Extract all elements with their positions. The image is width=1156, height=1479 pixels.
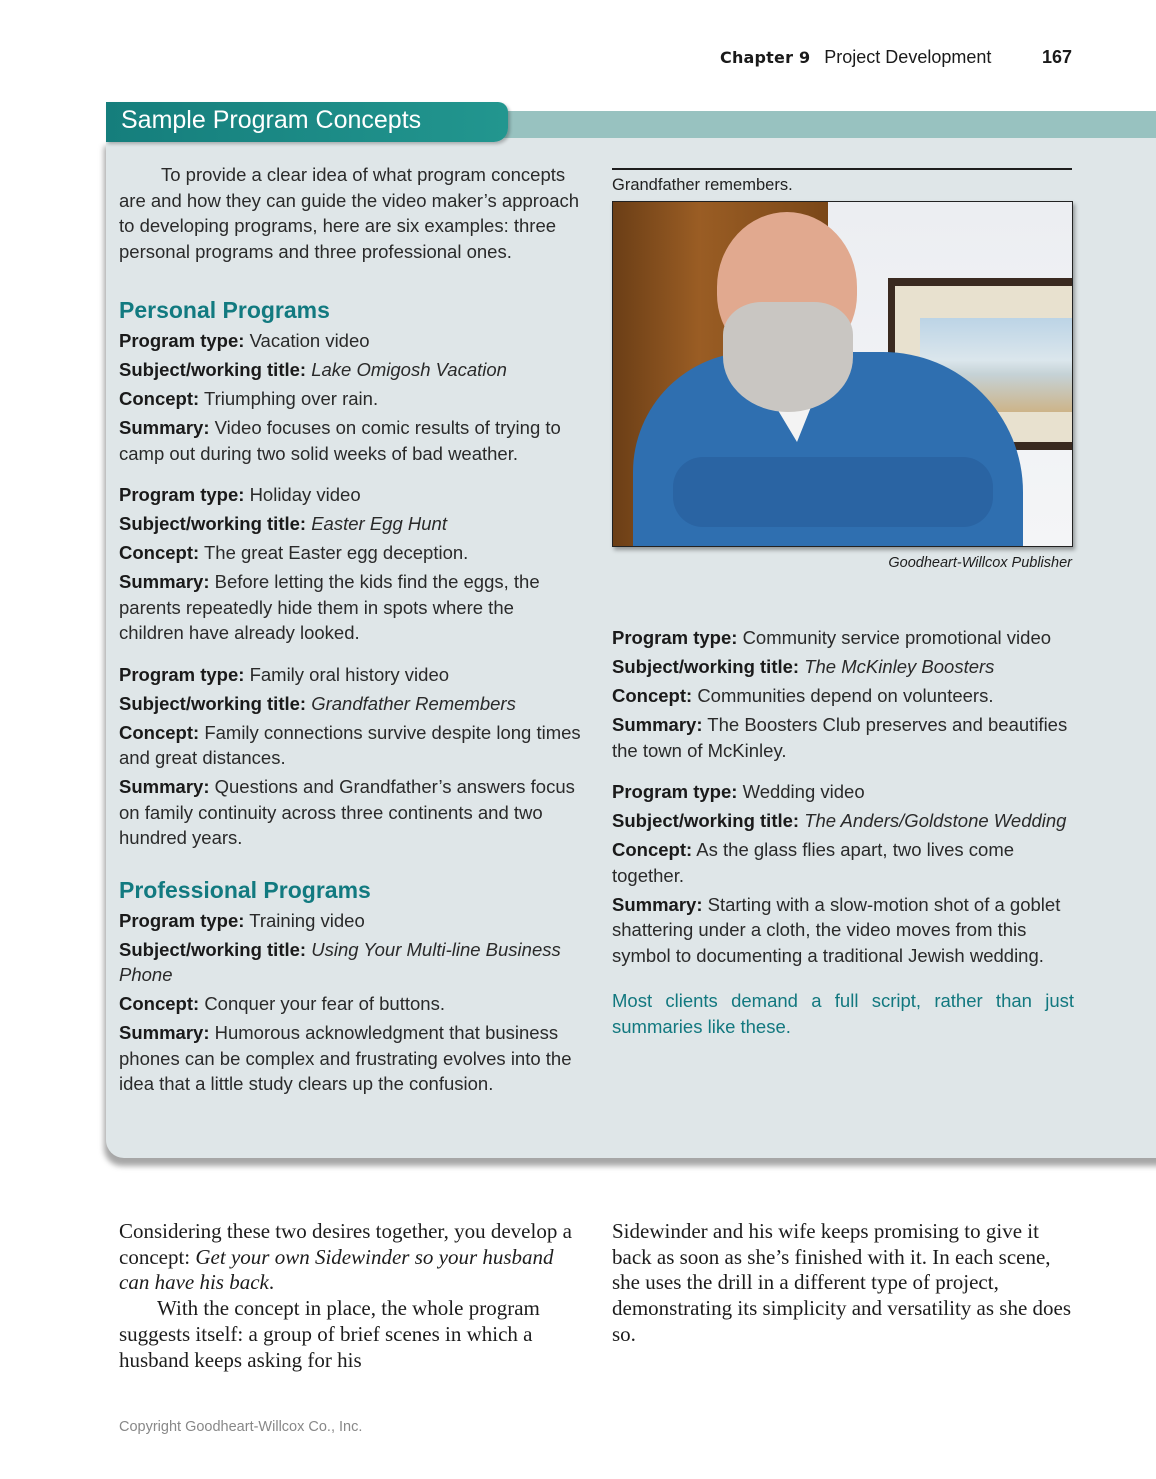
concept-entry-oral-history xyxy=(119,662,581,851)
personal-programs-heading: Personal Programs xyxy=(119,297,330,323)
label: Summary: xyxy=(119,776,210,797)
feature-box-title: Sample Program Concepts xyxy=(106,102,508,142)
running-head xyxy=(720,47,1072,68)
program-type: Holiday video xyxy=(249,484,361,505)
label: Program type: xyxy=(612,781,738,802)
label: Concept: xyxy=(612,685,693,706)
concept: Family connections survive despite long times and great distances. xyxy=(119,721,581,768)
grandfather-photo xyxy=(612,201,1073,547)
label: Program type: xyxy=(119,330,245,351)
feature-left-column xyxy=(119,162,581,1113)
concept: Triumphing over rain. xyxy=(203,388,379,409)
concept-italic: Get your own Sidewinder so your husband can have his back xyxy=(119,1244,554,1295)
body-text: Considering these two desires together, you develop a concept: xyxy=(119,1219,572,1269)
body-paragraph: With the concept in place, the whole program suggests itself: a group of brief scenes in which a husband keeps asking for his xyxy=(119,1296,540,1372)
label: Program type: xyxy=(119,484,245,505)
page-number: 167 xyxy=(1041,47,1072,67)
concept: Conquer your fear of buttons. xyxy=(204,993,445,1014)
chapter-title: Project Development xyxy=(824,47,992,67)
concept: Communities depend on volunteers. xyxy=(697,685,994,706)
feature-right-column xyxy=(612,625,1074,1039)
label: Subject/working title: xyxy=(612,656,800,677)
working-title: Lake Omigosh Vacation xyxy=(311,359,507,380)
summary: Video focuses on comic results of trying to camp out during two solid weeks of bad weather. xyxy=(119,417,561,464)
body-paragraph: Sidewinder and his wife keeps promising to give it back as soon as she’s finished with it. In each scene, she uses the drill in a different type of project, demonstrating its simplicity and versatility as she does so. xyxy=(612,1219,1072,1346)
label: Concept: xyxy=(119,721,200,743)
concept-entry-wedding xyxy=(612,779,1074,968)
program-type: Training video xyxy=(249,909,365,931)
concept: As the glass flies apart, two lives come together. xyxy=(612,839,1015,886)
label: Subject/working title: xyxy=(119,692,307,714)
summary: Before letting the kids find the eggs, the parents repeatedly hide them in spots where the children have already looked. xyxy=(119,571,540,643)
label: Subject/working title: xyxy=(119,359,307,380)
photo-beard xyxy=(723,302,853,412)
concept: The great Easter egg deception. xyxy=(203,542,469,563)
copyright-footer: Copyright Goodheart-Willcox Co., Inc. xyxy=(119,1419,363,1435)
program-type: Vacation video xyxy=(249,330,370,351)
program-type: Community service promotional video xyxy=(742,627,1052,648)
label: Summary: xyxy=(612,714,703,735)
concept-entry-training xyxy=(119,908,581,1097)
program-type: Wedding video xyxy=(742,781,865,802)
working-title: Easter Egg Hunt xyxy=(311,513,447,534)
label: Summary: xyxy=(119,417,210,438)
label: Subject/working title: xyxy=(612,810,800,831)
intro-paragraph: To provide a clear idea of what program concepts are and how they can guide the video maker’s approach to developing programs, here are six examples: three personal programs and three professional ones. xyxy=(119,164,580,262)
label: Summary: xyxy=(119,1022,210,1043)
summary: Humorous acknowledgment that business phones can be complex and frustrating evolves into the idea that a little study clears up the confusion. xyxy=(119,1022,572,1094)
callout-note: Most clients demand a full script, rather than just summaries like these. xyxy=(612,990,1074,1037)
label: Concept: xyxy=(119,542,200,563)
figure-credit: Goodheart-Willcox Publisher xyxy=(888,555,1072,571)
summary: Starting with a slow-motion shot of a goblet shattering under a cloth, the video moves from this symbol to documenting a traditional Jewish wedding. xyxy=(612,893,1061,966)
professional-programs-heading: Professional Programs xyxy=(119,876,371,903)
label: Program type: xyxy=(119,909,245,931)
working-title: Using Your Multi-line Business Phone xyxy=(119,938,561,985)
label: Subject/working title: xyxy=(119,513,307,534)
photo-crossed-arms xyxy=(673,457,993,527)
label: Concept: xyxy=(119,993,200,1014)
label: Concept: xyxy=(119,388,200,409)
body-text: . xyxy=(268,1270,275,1295)
concept-entry-holiday xyxy=(119,482,581,646)
label: Subject/working title: xyxy=(119,938,307,960)
label: Concept: xyxy=(612,839,693,860)
label: Summary: xyxy=(612,893,703,915)
label: Program type: xyxy=(612,627,738,648)
figure-grandfather xyxy=(612,168,1072,571)
summary: Questions and Grandfather’s answers focus on family continuity across three continents and two hundred years. xyxy=(119,776,575,848)
concept-entry-vacation xyxy=(119,328,581,466)
body-column-right xyxy=(612,1219,1072,1348)
label: Program type: xyxy=(119,663,245,685)
concept-entry-community xyxy=(612,625,1074,763)
body-column-left xyxy=(119,1219,579,1373)
body-paragraph xyxy=(119,1219,579,1296)
working-title: The Anders/Goldstone Wedding xyxy=(804,810,1067,831)
program-type: Family oral history video xyxy=(249,663,450,685)
working-title: Grandfather Remembers xyxy=(311,692,516,714)
chapter-label: Chapter 9 xyxy=(720,48,811,67)
figure-caption: Grandfather remembers. xyxy=(612,176,793,194)
figure-rule xyxy=(612,168,1072,170)
working-title: The McKinley Boosters xyxy=(804,656,995,677)
summary: The Boosters Club preserves and beautifies the town of McKinley. xyxy=(612,714,1068,761)
label: Summary: xyxy=(119,571,210,592)
